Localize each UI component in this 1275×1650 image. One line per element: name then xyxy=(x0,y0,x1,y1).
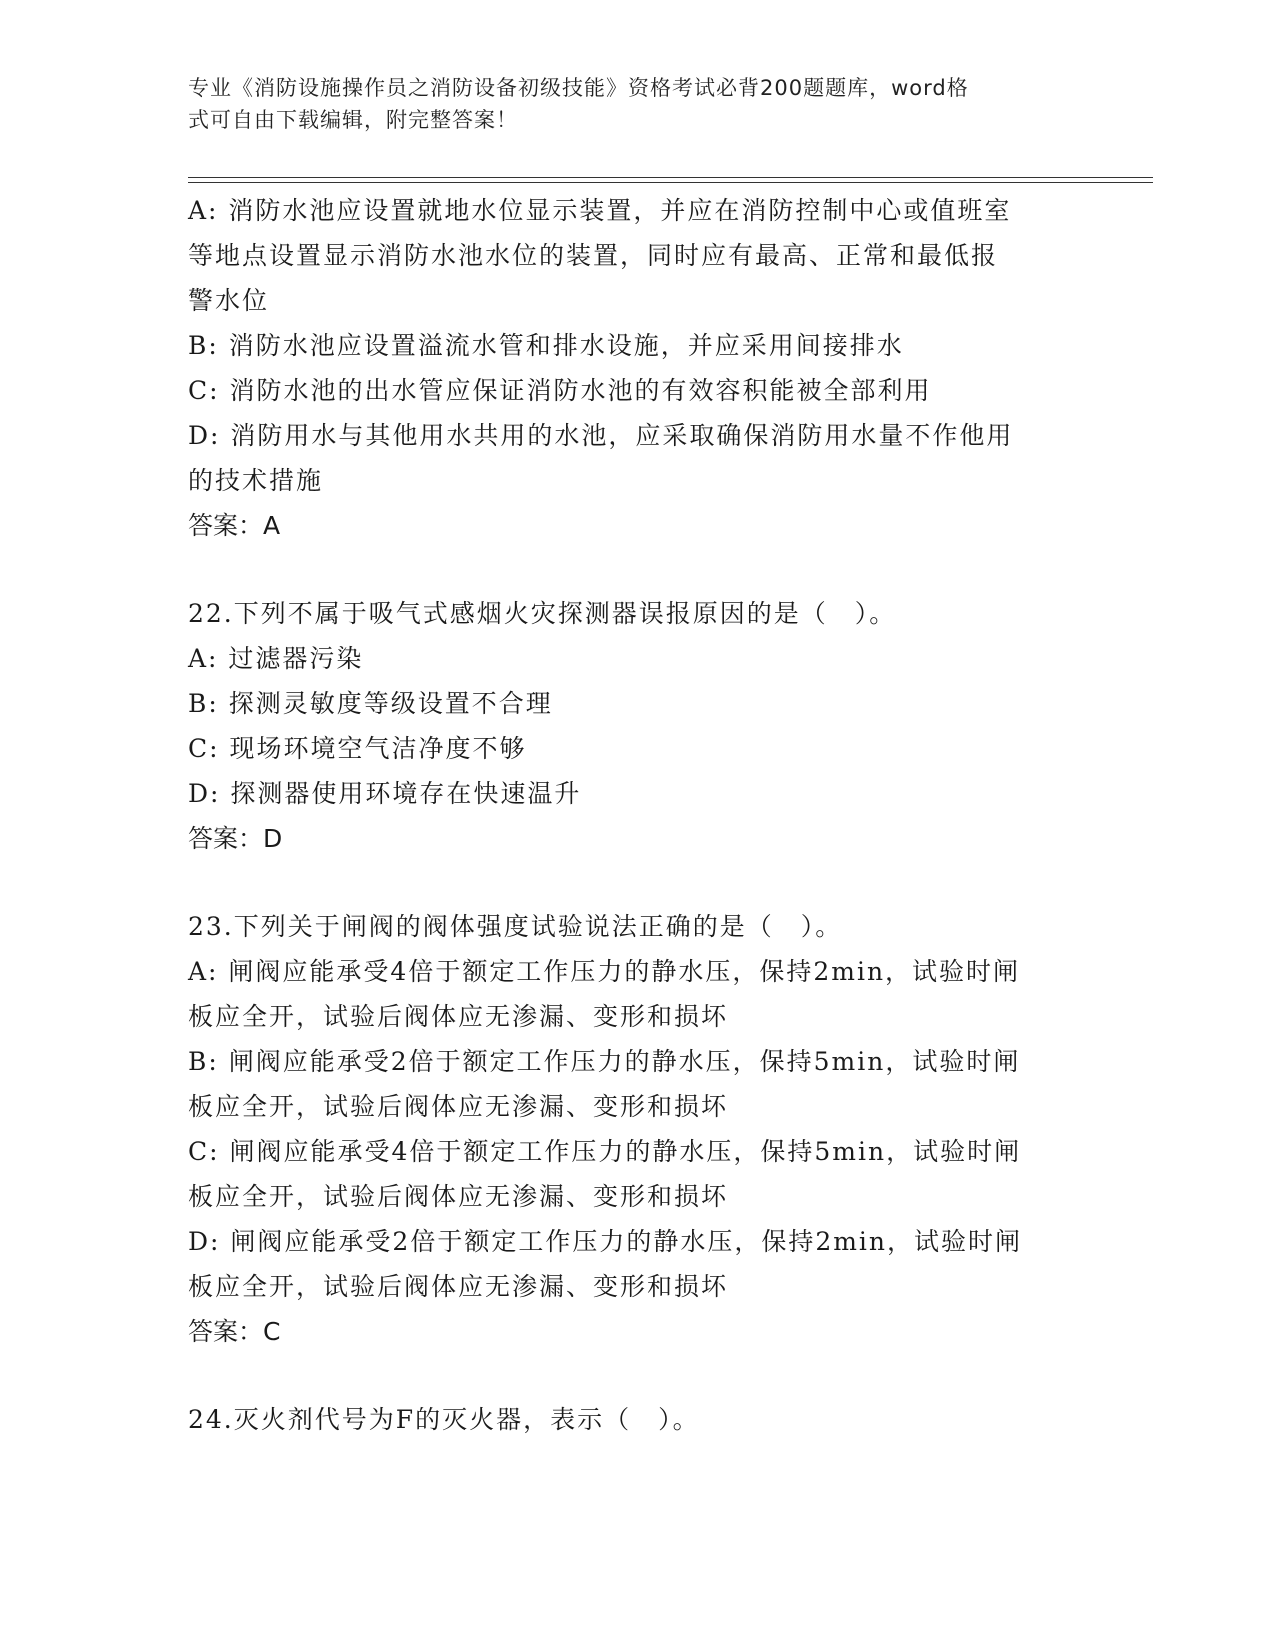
q22-option-b: B: 探测灵敏度等级设置不合理 xyxy=(188,689,553,718)
header-rule-bottom xyxy=(188,182,1153,183)
question-21 xyxy=(188,188,1078,548)
q23-option-a-line-2: 板应全开，试验后阀体应无渗漏、变形和损坏 xyxy=(188,1002,729,1031)
q21-option-d-line-1: D: 消防用水与其他用水共用的水池，应采取确保消防用水量不作他用 xyxy=(188,421,1014,450)
q21-option-a-line-3: 警水位 xyxy=(188,286,270,315)
header-line-2: 式可自由下载编辑，附完整答案！ xyxy=(188,108,518,132)
q21-answer: 答案：A xyxy=(188,511,281,540)
q21-option-a-line-2: 等地点设置显示消防水池水位的装置，同时应有最高、正常和最低报 xyxy=(188,241,999,270)
q23-option-d-line-1: D: 闸阀应能承受2倍于额定工作压力的静水压，保持2min，试验时闸 xyxy=(188,1227,1023,1256)
header-line-1: 专业《消防设施操作员之消防设备初级技能》资格考试必背200题题库，word格 xyxy=(188,76,969,100)
q23-option-b-line-1: B: 闸阀应能承受2倍于额定工作压力的静水压，保持5min，试验时闸 xyxy=(188,1047,1021,1076)
q23-option-c-line-1: C: 闸阀应能承受4倍于额定工作压力的静水压，保持5min，试验时闸 xyxy=(188,1137,1022,1166)
q22-option-a: A: 过滤器污染 xyxy=(188,644,364,673)
question-content xyxy=(188,188,1078,1442)
question-24 xyxy=(188,1397,1078,1442)
document-header xyxy=(188,72,1068,136)
question-23 xyxy=(188,904,1078,1354)
q21-option-c: C: 消防水池的出水管应保证消防水池的有效容积能被全部利用 xyxy=(188,376,932,405)
q23-answer: 答案：C xyxy=(188,1317,281,1346)
q23-option-a-line-1: A: 闸阀应能承受4倍于额定工作压力的静水压，保持2min，试验时闸 xyxy=(188,957,1021,986)
q21-option-d-line-2: 的技术措施 xyxy=(188,466,324,495)
q22-answer: 答案：D xyxy=(188,824,283,853)
spacer xyxy=(188,548,1078,591)
q24-question: 24.灭火剂代号为F的灭火器，表示（ ）。 xyxy=(188,1405,700,1434)
q23-option-b-line-2: 板应全开，试验后阀体应无渗漏、变形和损坏 xyxy=(188,1092,729,1121)
q22-question: 22.下列不属于吸气式感烟火灾探测器误报原因的是（ ）。 xyxy=(188,599,897,628)
q22-option-c: C: 现场环境空气洁净度不够 xyxy=(188,734,527,763)
spacer xyxy=(188,861,1078,904)
q23-option-c-line-2: 板应全开，试验后阀体应无渗漏、变形和损坏 xyxy=(188,1182,729,1211)
header-rule-top xyxy=(188,177,1153,178)
q23-question: 23.下列关于闸阀的阀体强度试验说法正确的是（ ）。 xyxy=(188,912,843,941)
question-22 xyxy=(188,591,1078,861)
q22-option-d: D: 探测器使用环境存在快速温升 xyxy=(188,779,582,808)
spacer xyxy=(188,1354,1078,1397)
q21-option-b: B: 消防水池应设置溢流水管和排水设施，并应采用间接排水 xyxy=(188,331,904,360)
q21-option-a-line-1: A: 消防水池应设置就地水位显示装置，并应在消防控制中心或值班室 xyxy=(188,196,1012,225)
q23-option-d-line-2: 板应全开，试验后阀体应无渗漏、变形和损坏 xyxy=(188,1272,729,1301)
